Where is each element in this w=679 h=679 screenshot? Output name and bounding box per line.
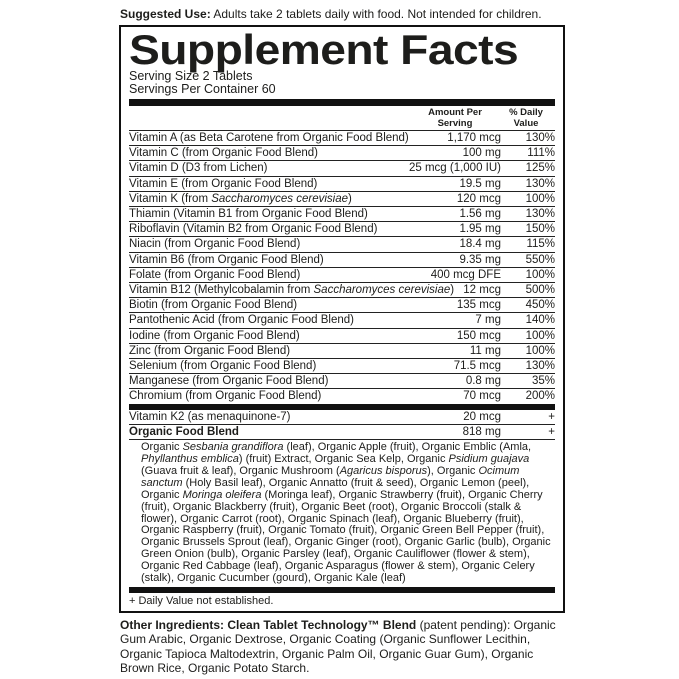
nutrient-amount: 1.56 mg (459, 208, 501, 221)
nutrient-dv: 130% (525, 177, 555, 190)
nutrient-label: Thiamin (Vitamin B1 from Organic Food Blend) (129, 208, 368, 221)
nutrient-amount: 12 mcg (463, 284, 501, 297)
nutrient-label: Folate (from Organic Food Blend) (129, 268, 301, 281)
blend-ingredient-list: Organic Sesbania grandiflora (leaf), Organic Apple (fruit), Organic Emblic (Amla, Phyllanthus emblica) (fruit) Extract, Organic Sea Kelp, Organic Psidium guajava (Guava fruit & leaf), Organic Mushroom (Agaricus bisporus), Organic Ocimum sanctum (Holy Basil leaf), Organic Annatto (fruit & seed), Organic Lemon (peel), Organic Moringa oleifera (Moringa leaf), Organic Strawberry (fruit), Organic Cherry (fruit), Organic Blackberry (fruit), Organic Beet (root), Organic Broccoli (stalk & flower), Organic Carrot (root), Organic Spinach (leaf), Organic Blueberry (fruit), Organic Raspberry (fruit), Organic Tomato (fruit), Organic Green Bell Pepper (fruit), Organic Brussels Sprout (leaf), Organic Ginger (root), Organic Garlic (bulb), Organic Green Onion (bulb), Organic Parsley (leaf), Organic Cauliflower (flower & stem), Organic Red Cabbage (leaf), Organic Asparagus (flower & stem), Organic Celery (stalk), Organic Cucumber (gourd), Organic Kale (leaf) (141, 441, 551, 585)
nutrient-dv: 100% (525, 192, 555, 205)
nutrient-dv: 100% (525, 268, 555, 281)
nutrient-dv: 130% (525, 360, 555, 373)
other-ingredients-lead: Other Ingredients: Clean Tablet Technology™ Blend (120, 617, 417, 632)
blend-summary-rows (129, 410, 555, 440)
other-ingredients (120, 618, 565, 676)
nutrient-dv: 150% (525, 223, 555, 236)
nutrient-label: Zinc (from Organic Food Blend) (129, 344, 291, 357)
nutrient-row (129, 358, 555, 373)
nutrient-row (129, 252, 555, 267)
suggested-use-lead: Suggested Use: (120, 7, 211, 21)
nutrient-label: Vitamin B6 (from Organic Food Blend) (129, 253, 324, 266)
nutrient-row (129, 328, 555, 343)
servings-per-container: Servings Per Container 60 (129, 82, 276, 96)
nutrient-label: Niacin (from Organic Food Blend) (129, 238, 301, 251)
nutrient-dv: 130% (525, 208, 555, 221)
nutrient-dv: 100% (525, 344, 555, 357)
nutrient-row (129, 425, 555, 440)
nutrient-row (129, 191, 555, 206)
nutrient-label: Vitamin E (from Organic Food Blend) (129, 177, 318, 190)
nutrient-dv: 450% (525, 299, 555, 312)
nutrient-label: Riboflavin (Vitamin B2 from Organic Food Blend) (129, 223, 378, 236)
nutrient-dv: 550% (525, 253, 555, 266)
nutrient-label: Organic Food Blend (129, 425, 239, 438)
nutrient-label: Vitamin B12 (Methylcobalamin from Saccharomyces cerevisiae) (129, 284, 455, 297)
nutrient-dv: 111% (527, 147, 555, 160)
nutrient-dv: 130% (525, 132, 555, 144)
nutrient-label: Biotin (from Organic Food Blend) (129, 299, 298, 312)
nutrient-row (129, 176, 555, 191)
supplement-facts-panel (119, 25, 565, 613)
nutrient-dv: 500% (525, 284, 555, 297)
nutrient-amount: 9.35 mg (459, 253, 501, 266)
nutrient-amount: 818 mg (462, 425, 501, 438)
thick-divider-top (129, 99, 555, 106)
nutrient-label: Iodine (from Organic Food Blend) (129, 329, 300, 342)
nutrient-dv: + (548, 410, 555, 423)
nutrient-label: Pantothenic Acid (from Organic Food Blend) (129, 314, 355, 327)
other-ingredients-text: (patent pending): Organic Gum Arabic, Organic Dextrose, Organic Coating (Organic Sunflower Lecithin, Organic Tapioca Maltodextrin, Organic Palm Oil, Organic Guar Gum), Organic Brown Rice, Organic Potato Starch. (120, 617, 556, 676)
nutrient-label: Selenium (from Organic Food Blend) (129, 360, 317, 373)
nutrient-row (129, 373, 555, 388)
nutrient-label: Chromium (from Organic Food Blend) (129, 390, 322, 403)
nutrient-row (129, 236, 555, 251)
daily-value-footnote: + Daily Value not established. (129, 594, 274, 607)
nutrient-amount: 1,170 mcg (447, 132, 501, 144)
nutrient-dv: 140% (525, 314, 555, 327)
nutrient-row (129, 221, 555, 236)
suggested-use-text: Adults take 2 tablets daily with food. Not intended for children. (210, 7, 542, 21)
nutrient-row (129, 388, 555, 403)
dv-column-header: % Daily Value (509, 107, 543, 129)
nutrient-dv: 125% (525, 162, 555, 175)
nutrient-row (129, 343, 555, 358)
nutrient-dv: 200% (525, 390, 555, 403)
nutrient-amount: 71.5 mcg (453, 360, 501, 373)
nutrient-row (129, 160, 555, 175)
nutrient-dv: 115% (526, 238, 555, 251)
nutrient-amount: 0.8 mg (465, 375, 501, 388)
nutrient-dv: 100% (525, 329, 555, 342)
nutrient-row (129, 297, 555, 312)
nutrient-row (129, 410, 555, 425)
nutrient-row (129, 145, 555, 160)
nutrient-label: Vitamin D (D3 from Lichen) (129, 162, 268, 175)
nutrient-amount: 70 mcg (463, 390, 501, 403)
nutrient-amount: 11 mg (469, 344, 501, 357)
nutrient-amount: 19.5 mg (459, 177, 501, 190)
nutrient-rows (129, 130, 555, 404)
nutrient-row (129, 267, 555, 282)
nutrient-amount: 150 mcg (456, 329, 501, 342)
nutrient-label: Vitamin A (as Beta Carotene from Organic Food Blend) (129, 132, 409, 144)
serving-size: Serving Size 2 Tablets (129, 69, 253, 83)
nutrient-label: Vitamin K (from Saccharomyces cerevisiae) (129, 192, 352, 205)
nutrient-dv: + (548, 425, 555, 438)
nutrient-amount: 135 mcg (456, 299, 501, 312)
nutrient-amount: 7 mg (475, 314, 501, 327)
amount-column-header: Amount Per Serving (428, 107, 482, 129)
panel-title: Supplement Facts (129, 26, 519, 73)
supplement-label (119, 7, 565, 676)
nutrient-amount: 120 mcg (456, 192, 501, 205)
nutrient-row (129, 312, 555, 327)
nutrient-dv: 35% (531, 375, 555, 388)
column-headers (129, 106, 555, 130)
suggested-use (120, 7, 565, 22)
nutrient-amount: 20 mcg (463, 410, 501, 423)
nutrient-label: Vitamin C (from Organic Food Blend) (129, 147, 318, 160)
nutrient-amount: 18.4 mg (459, 238, 501, 251)
nutrient-amount: 25 mcg (1,000 IU) (408, 162, 501, 175)
nutrient-label: Vitamin K2 (as menaquinone-7) (129, 410, 291, 423)
nutrient-amount: 100 mg (462, 147, 501, 160)
nutrient-label: Manganese (from Organic Food Blend) (129, 375, 329, 388)
nutrient-row (129, 206, 555, 221)
nutrient-row (129, 282, 555, 297)
nutrient-amount: 1.95 mg (459, 223, 501, 236)
nutrient-amount: 400 mcg DFE (430, 268, 501, 281)
nutrient-row (129, 130, 555, 145)
